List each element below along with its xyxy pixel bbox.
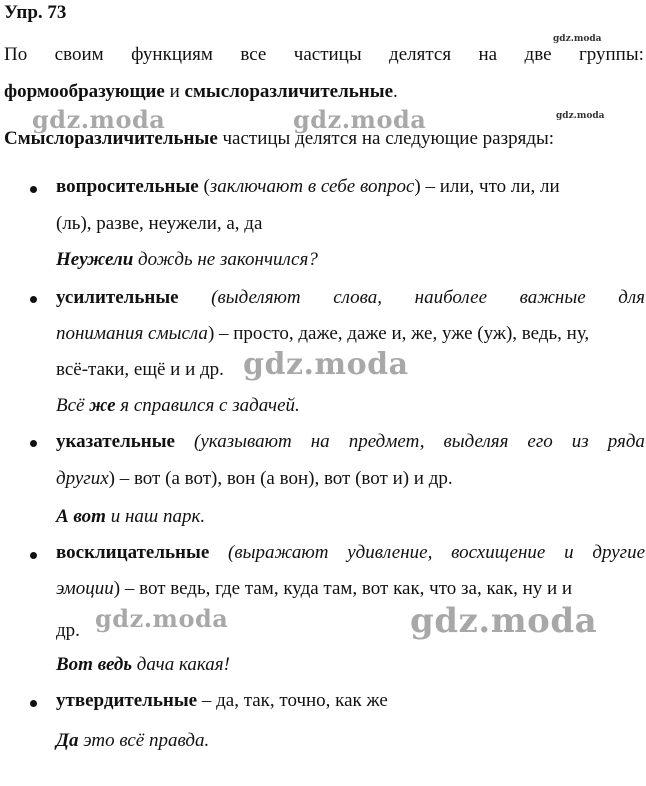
word: удивление,	[347, 542, 433, 563]
intro-line-2	[4, 81, 398, 103]
watermark: gdz.moda	[95, 604, 229, 633]
word: восхищение	[451, 542, 546, 563]
example-particle: Неужели	[56, 249, 134, 270]
category-name: восклицательные	[56, 542, 210, 563]
category-2-line-2	[56, 323, 589, 345]
text: .	[393, 81, 398, 102]
watermark: gdz.moda	[32, 105, 166, 134]
word: все	[240, 44, 267, 65]
word: слова,	[333, 287, 383, 308]
word: функциям	[131, 44, 213, 65]
category-name: вопросительные	[56, 176, 199, 197]
word: выделяя	[443, 431, 509, 452]
category-name: утвердительные	[56, 690, 198, 711]
watermark: gdz.moda	[556, 111, 605, 121]
word: важные	[519, 287, 586, 308]
category-4-line-2	[56, 578, 572, 600]
category-4-line-3: др.	[56, 620, 80, 641]
example-text: и наш парк.	[105, 506, 206, 527]
word: (выделяют	[211, 287, 301, 308]
category-desc: заключают в себе вопрос	[209, 176, 415, 197]
term-meaning: Смыслоразличительные	[4, 128, 218, 149]
word: своим	[54, 44, 104, 65]
word: и	[564, 542, 574, 563]
word: ряда	[607, 431, 645, 452]
word: для	[618, 287, 645, 308]
example-text: Всё	[56, 395, 90, 416]
category-3-line-1	[56, 431, 645, 453]
example-text: я справился с задачей.	[115, 395, 300, 416]
text: ) – просто, даже, даже и, же, уже (уж), ведь, ну,	[207, 323, 590, 344]
category-2-line-1	[56, 287, 645, 309]
category-2-example	[56, 395, 300, 417]
example-particle: Вот ведь	[56, 654, 133, 675]
watermark: gdz.moda	[293, 105, 427, 134]
example-particle: А вот	[56, 506, 106, 527]
category-3-example	[56, 506, 205, 528]
word: наиболее	[414, 287, 488, 308]
watermark: gdz.moda	[410, 601, 598, 641]
term-meaning: смыслоразличительные	[184, 81, 394, 102]
word: (выражают	[228, 542, 329, 563]
example-particle: Да	[56, 730, 79, 751]
word: группы:	[578, 44, 644, 65]
category-2-line-3: всё-таки, ещё и и др.	[56, 359, 224, 380]
category-desc: понимания смысла	[56, 323, 208, 344]
watermark: gdz.moda	[243, 347, 409, 382]
watermark: gdz.moda	[553, 34, 602, 44]
example-text: это всё правда.	[78, 730, 210, 751]
word: другие	[592, 542, 645, 563]
bullet	[30, 440, 37, 447]
word: По	[4, 44, 28, 65]
category-1-line-1: вопросительные (заключают в себе вопрос) – или, что ли, ли	[56, 176, 560, 197]
text: ) – вот (а вот), вон (а вон), вот (вот и) и др.	[108, 468, 453, 489]
bullet	[30, 296, 37, 303]
word: две	[524, 44, 552, 65]
text: и	[164, 81, 185, 102]
bullet	[30, 552, 37, 559]
text: частицы делятся на следующие разряды:	[217, 128, 555, 149]
word: делятся	[389, 44, 452, 65]
word: частицы	[293, 44, 362, 65]
bullet	[30, 700, 37, 707]
category-3-line-2	[56, 468, 453, 490]
category-5-example	[56, 730, 209, 752]
intro-line-1	[4, 44, 644, 66]
term-form: формообразующие	[4, 81, 165, 102]
word: (указывают	[194, 431, 292, 452]
category-1-line-2: (ль), разве, неужели, а, да	[56, 213, 263, 234]
category-name: указательные	[56, 431, 175, 452]
category-name: усилительные	[56, 287, 179, 308]
example-particle: же	[89, 395, 116, 416]
exercise-title: Упр. 73	[4, 2, 67, 23]
category-desc: эмоции	[56, 578, 114, 599]
example-text: дача какая!	[132, 654, 230, 675]
category-desc: других	[56, 468, 109, 489]
word: из	[571, 431, 589, 452]
text: ) – вот ведь, где там, куда там, вот как, что за, как, ну и и	[113, 578, 573, 599]
category-4-line-1	[56, 542, 645, 564]
word: на	[478, 44, 498, 65]
text: – да, так, точно, как же	[197, 690, 388, 711]
category-1-example	[56, 249, 318, 271]
category-4-example	[56, 654, 230, 676]
bullet	[30, 186, 37, 193]
category-5-line-1	[56, 690, 388, 712]
word: его	[527, 431, 553, 452]
word: на	[310, 431, 330, 452]
word: предмет,	[348, 431, 425, 452]
example-text: дождь не закончился?	[133, 249, 318, 270]
